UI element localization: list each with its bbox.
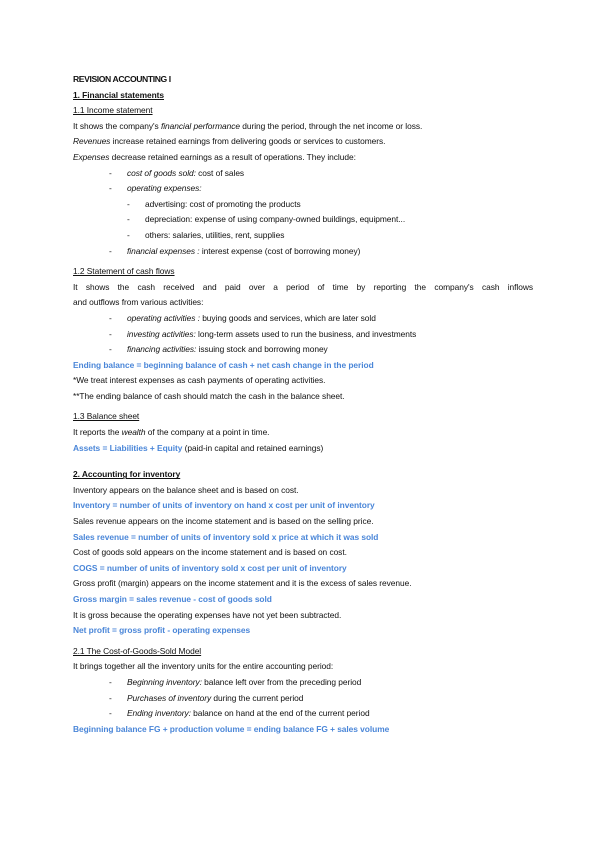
income-paragraph-3: Expenses decrease retained earnings as a result of operations. They include: — [73, 151, 356, 162]
list-item: - Ending inventory: balance on hand at the end of the current period — [109, 708, 370, 719]
income-paragraph-2: Revenues increase retained earnings from delivering goods or services to customers. — [73, 136, 386, 147]
inventory-formula: Inventory = number of units of inventory on hand x cost per unit of inventory — [73, 500, 375, 511]
sub-list-item: - depreciation: expense of using company-owned buildings, equipment... — [127, 214, 406, 225]
list-item: - operating expenses: — [109, 183, 202, 194]
document-title: REVISION ACCOUNTING I — [73, 74, 171, 84]
section-2-heading: 2. Accounting for inventory — [73, 469, 181, 480]
list-item: - operating activities : buying goods and services, which are later sold — [109, 312, 376, 323]
inventory-line-3: Cost of goods sold appears on the income statement and is based on cost. — [73, 547, 347, 558]
inventory-line-5: It is gross because the operating expenses have not yet been subtracted. — [73, 609, 342, 620]
cash-formula: Ending balance = beginning balance of cash + net cash change in the period — [73, 359, 374, 370]
cogs-model-paragraph: It brings together all the inventory units for the entire accounting period: — [73, 661, 334, 672]
sub-list-item: - advertising: cost of promoting the products — [127, 198, 301, 209]
inventory-line-1: Inventory appears on the balance sheet and is based on cost. — [73, 484, 299, 495]
inventory-line-4: Gross profit (margin) appears on the income statement and it is the excess of sales revenue. — [73, 578, 412, 589]
cash-flows-heading: 1.2 Statement of cash flows — [73, 266, 175, 277]
sales-revenue-formula: Sales revenue = number of units of inventory sold x price at which it was sold — [73, 531, 379, 542]
document-page — [73, 72, 533, 737]
cogs-model-formula: Beginning balance FG + production volume = ending balance FG + sales volume — [73, 723, 390, 734]
income-paragraph-1: It shows the company's financial performance during the period, through the net income or loss. — [73, 120, 423, 131]
list-item: - financing activities: issuing stock and borrowing money — [109, 344, 328, 355]
cogs-formula: COGS = number of units of inventory sold x cost per unit of inventory — [73, 562, 347, 573]
cash-flows-paragraph-1: It shows the cash received and paid over a period of time by reporting the company's cash inflows — [73, 281, 533, 292]
income-statement-heading: 1.1 Income statement — [73, 105, 153, 116]
gross-margin-formula: Gross margin = sales revenue - cost of goods sold — [73, 594, 272, 604]
balance-sheet-heading: 1.3 Balance sheet — [73, 411, 140, 422]
cogs-model-heading: 2.1 The Cost-of-Goods-Sold Model — [73, 645, 202, 656]
balance-paragraph-1: It reports the wealth of the company at a point in time. — [73, 427, 270, 438]
balance-formula: Assets = Liabilities + Equity (paid-in capital and retained earnings) — [73, 442, 324, 453]
list-item: - investing activities: long-term assets used to run the business, and investments — [109, 328, 417, 339]
section-1-heading: 1. Financial statements — [73, 89, 165, 100]
net-profit-formula: Net profit = gross profit - operating expenses — [73, 625, 251, 636]
list-item: - cost of goods sold: cost of sales — [109, 167, 245, 178]
cash-note-1: *We treat interest expenses as cash payments of operating activities. — [73, 375, 326, 386]
cash-note-2: **The ending balance of cash should match the cash in the balance sheet. — [73, 390, 345, 401]
cash-flows-paragraph-1b: and outflows from various activities: — [73, 297, 204, 308]
list-item: - financial expenses : interest expense (cost of borrowing money) — [109, 245, 361, 256]
sub-list-item: - others: salaries, utilities, rent, supplies — [127, 229, 285, 240]
list-item: - Purchases of inventory during the current period — [109, 692, 304, 703]
list-item: - Beginning inventory: balance left over from the preceding period — [109, 676, 362, 687]
inventory-line-2: Sales revenue appears on the income statement and is based on the selling price. — [73, 516, 374, 527]
